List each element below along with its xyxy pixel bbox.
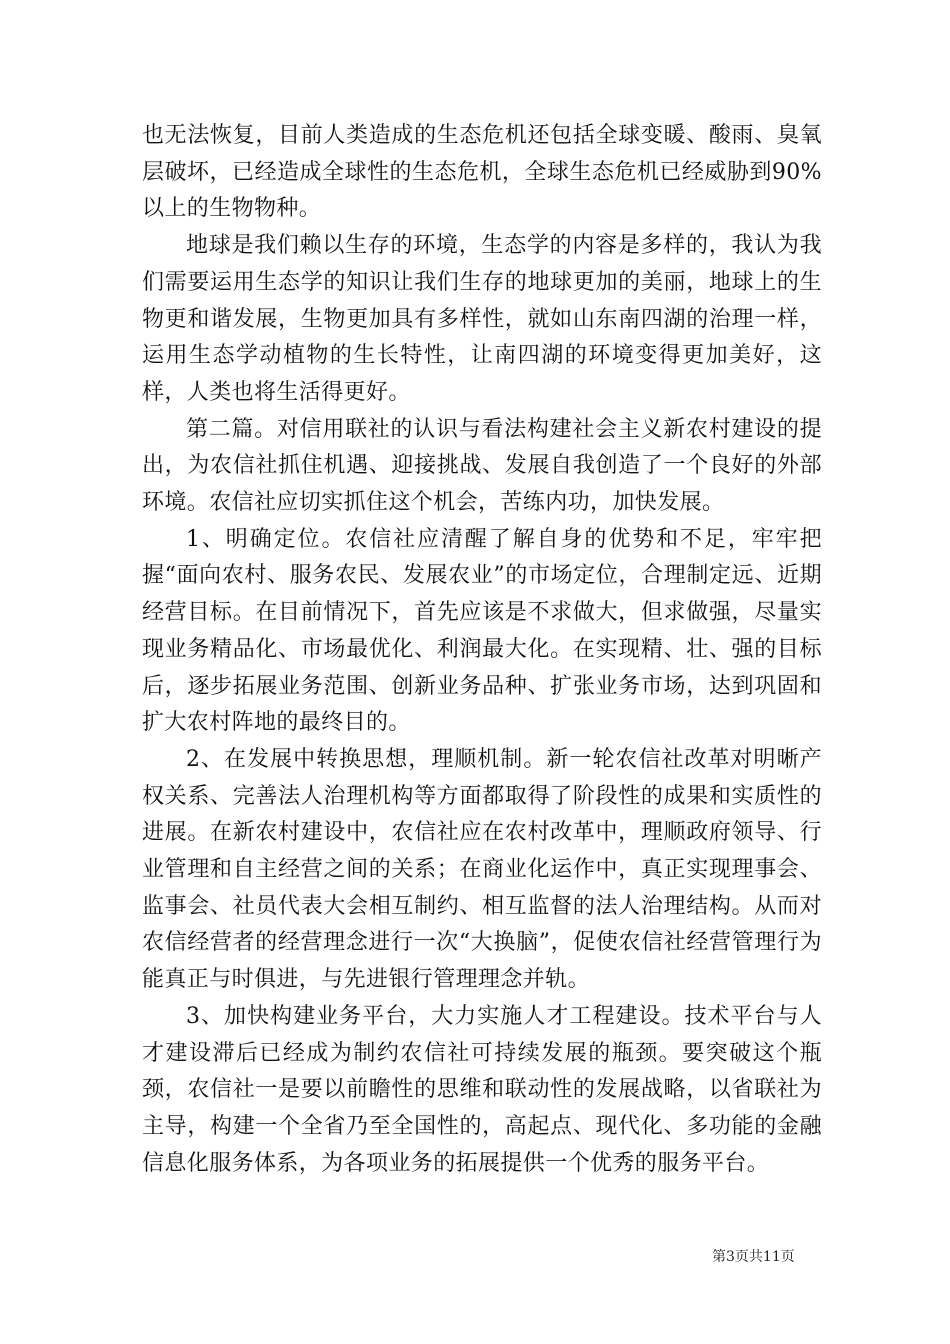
page-number: 第3页共11页 [712,1249,795,1265]
paragraph-continuation: 也无法恢复，目前人类造成的生态危机还包括全球变暖、酸雨、臭氧层破坏，已经造成全球性的生态危机，全球生态危机已经威胁到90%以上的生物物种。 [142,123,822,222]
paragraph-second-article: 第二篇。对信用联社的认识与看法构建社会主义新农村建设的提出，为农信社抓住机遇、迎接挑战、发展自我创造了一个良好的外部环境。农信社应切实抓住这个机会，苦练内功，加快发展。 [142,416,822,516]
paragraph-earth-ecology: 地球是我们赖以生存的环境，生态学的内容是多样的，我认为我们需要运用生态学的知识让我们生存的地球更加的美丽，地球上的生物更和谐发展，生物更加具有多样性，就如山东南四湖的治理一样，运用生态学动植物的生长特性，让南四湖的环境变得更加美好，这样，人类也将生活得更好。 [142,233,822,405]
paragraph-point-2: 2、在发展中转换思想，理顺机制。新一轮农信社改革对明晰产权关系、完善法人治理机构等方面都取得了阶段性的成果和实质性的进展。在新农村建设中，农信社应在农村改革中，理顺政府领导、行业管理和自主经营之间的关系；在商业化运作中，真正实现理事会、监事会、社员代表大会相互制约、相互监督的法人治理结构。从而对农信经营者的经营理念进行一次“大换脑”，促使农信社经营管理行为能真正与时俱进，与先进银行管理理念并轨。 [142,746,822,993]
document-body [142,118,822,1182]
paragraph-point-1: 1、明确定位。农信社应清醒了解自身的优势和不足，牢牢把握“面向农村、服务农民、发展农业”的市场定位，合理制定远、近期经营目标。在目前情况下，首先应该是不求做大，但求做强，尽量实现业务精品化、市场最优化、利润最大化。在实现精、壮、强的目标后，逐步拓展业务范围、创新业务品种、扩张业务市场，达到巩固和扩大农村阵地的最终目的。 [142,526,822,736]
paragraph-point-3: 3、加快构建业务平台，大力实施人才工程建设。技术平台与人才建设滞后已经成为制约农信社可持续发展的瓶颈。要突破这个瓶颈，农信社一是要以前瞻性的思维和联动性的发展战略，以省联社为主导，构建一个全省乃至全国性的，高起点、现代化、多功能的金融信息化服务体系，为各项业务的拓展提供一个优秀的服务平台。 [142,1003,822,1176]
